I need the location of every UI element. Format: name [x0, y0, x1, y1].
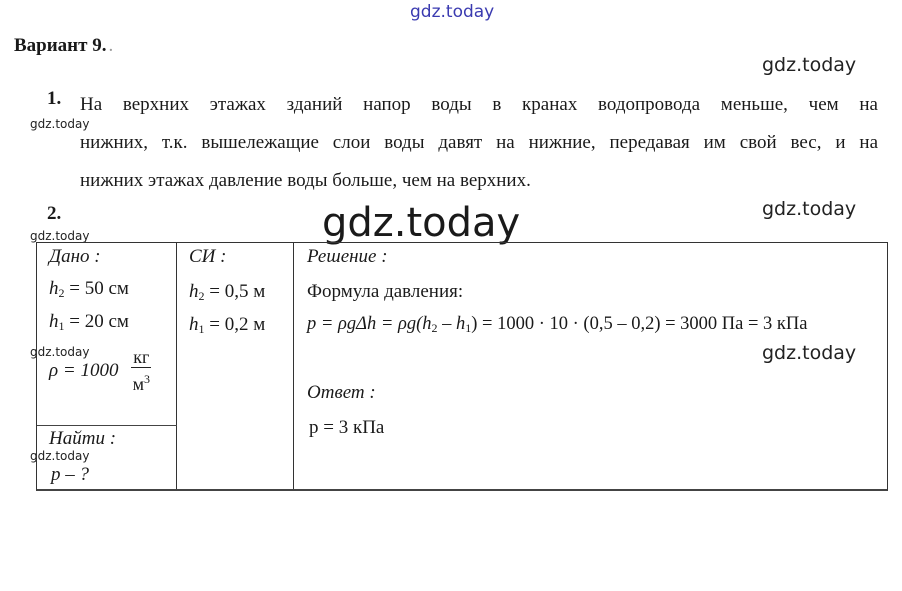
given-h1	[49, 311, 129, 334]
pressure-formula	[307, 314, 807, 336]
si-header-colon: :	[220, 246, 227, 267]
question-1-answer	[80, 86, 878, 200]
find-header-colon: :	[109, 428, 117, 449]
solution-header-colon: :	[381, 246, 388, 267]
si-h1	[189, 314, 265, 337]
answer-header	[307, 382, 376, 404]
si-h1-value: = 0,2 м	[204, 314, 266, 335]
formula-part-b: – h	[437, 314, 466, 334]
question-1-line-2: нижних, т.к. вышележащие слои воды давят на нижние, передавая им свой вес, и на	[80, 132, 878, 153]
table-divider-1	[176, 243, 177, 489]
si-h2-value: = 0,5 м	[204, 281, 266, 302]
given-h2	[49, 278, 129, 301]
given-header	[49, 246, 101, 268]
given-rho-lhs: ρ = 1000	[49, 360, 119, 381]
given-h1-value: = 20 см	[64, 311, 129, 332]
find-value: p – ?	[51, 464, 89, 485]
question-1-number: 1.	[47, 88, 62, 109]
formula-part-c: ) = 1000 · 10 · (0,5 – 0,2) = 3000 Па = 3 кПа	[471, 314, 808, 334]
si-h1-sub: 1	[198, 322, 205, 336]
formula-label: Формула давления:	[307, 281, 464, 302]
given-h2-sub: 2	[58, 286, 65, 300]
given-rho-denominator: м	[132, 374, 144, 394]
si-header-text: СИ	[189, 246, 216, 267]
watermark-left-1: gdz.today	[30, 117, 90, 131]
formula-sub-1: 1	[465, 321, 472, 335]
watermark-right-3: gdz.today	[762, 342, 857, 364]
given-header-text: Дано	[49, 246, 90, 267]
question-1-line-1: На верхних этажах зданий напор воды в кранах водопровода меньше, чем на	[80, 94, 878, 115]
given-rho-denominator-power: 3	[143, 372, 150, 386]
formula-sub-2: 2	[431, 321, 438, 335]
si-header	[189, 246, 226, 268]
given-h1-var: h	[49, 311, 59, 332]
question-2-number: 2.	[47, 203, 62, 224]
given-h2-value: = 50 см	[64, 278, 129, 299]
watermark-right-1: gdz.today	[762, 54, 857, 76]
watermark-left-4: gdz.today	[30, 449, 90, 463]
given-header-colon: :	[94, 246, 101, 267]
variant-title-dots: .	[108, 35, 114, 56]
answer-header-text: Ответ	[307, 382, 365, 403]
find-header	[49, 428, 116, 450]
given-rho	[49, 347, 151, 395]
variant-title-text: Вариант 9.	[14, 35, 107, 56]
given-rho-fraction	[131, 347, 151, 395]
solution-header	[307, 246, 388, 268]
table-divider-2	[293, 243, 294, 489]
watermark-top: gdz.today	[410, 2, 495, 22]
solution-header-text: Решение	[307, 246, 377, 267]
si-h1-var: h	[189, 314, 199, 335]
question-1-line-3: нижних этажах давление воды больше, чем на верхних.	[80, 170, 531, 191]
watermark-left-3: gdz.today	[30, 345, 90, 359]
find-header-text: Найти	[49, 428, 105, 449]
si-h2	[189, 281, 265, 304]
formula-part-a: p = ρgΔh = ρg(h	[307, 314, 432, 334]
given-h2-var: h	[49, 278, 59, 299]
si-h2-var: h	[189, 281, 199, 302]
answer-header-colon: :	[369, 382, 376, 403]
answer-value: p = 3 кПа	[309, 417, 385, 438]
given-h1-sub: 1	[58, 319, 65, 333]
watermark-right-2: gdz.today	[762, 198, 857, 220]
watermark-big-center: gdz.today	[322, 200, 521, 246]
given-find-divider	[37, 425, 177, 426]
given-rho-numerator: кг	[133, 347, 150, 367]
si-h2-sub: 2	[198, 289, 205, 303]
variant-title	[14, 35, 113, 57]
watermark-left-2: gdz.today	[30, 229, 90, 243]
solution-table	[36, 242, 888, 491]
